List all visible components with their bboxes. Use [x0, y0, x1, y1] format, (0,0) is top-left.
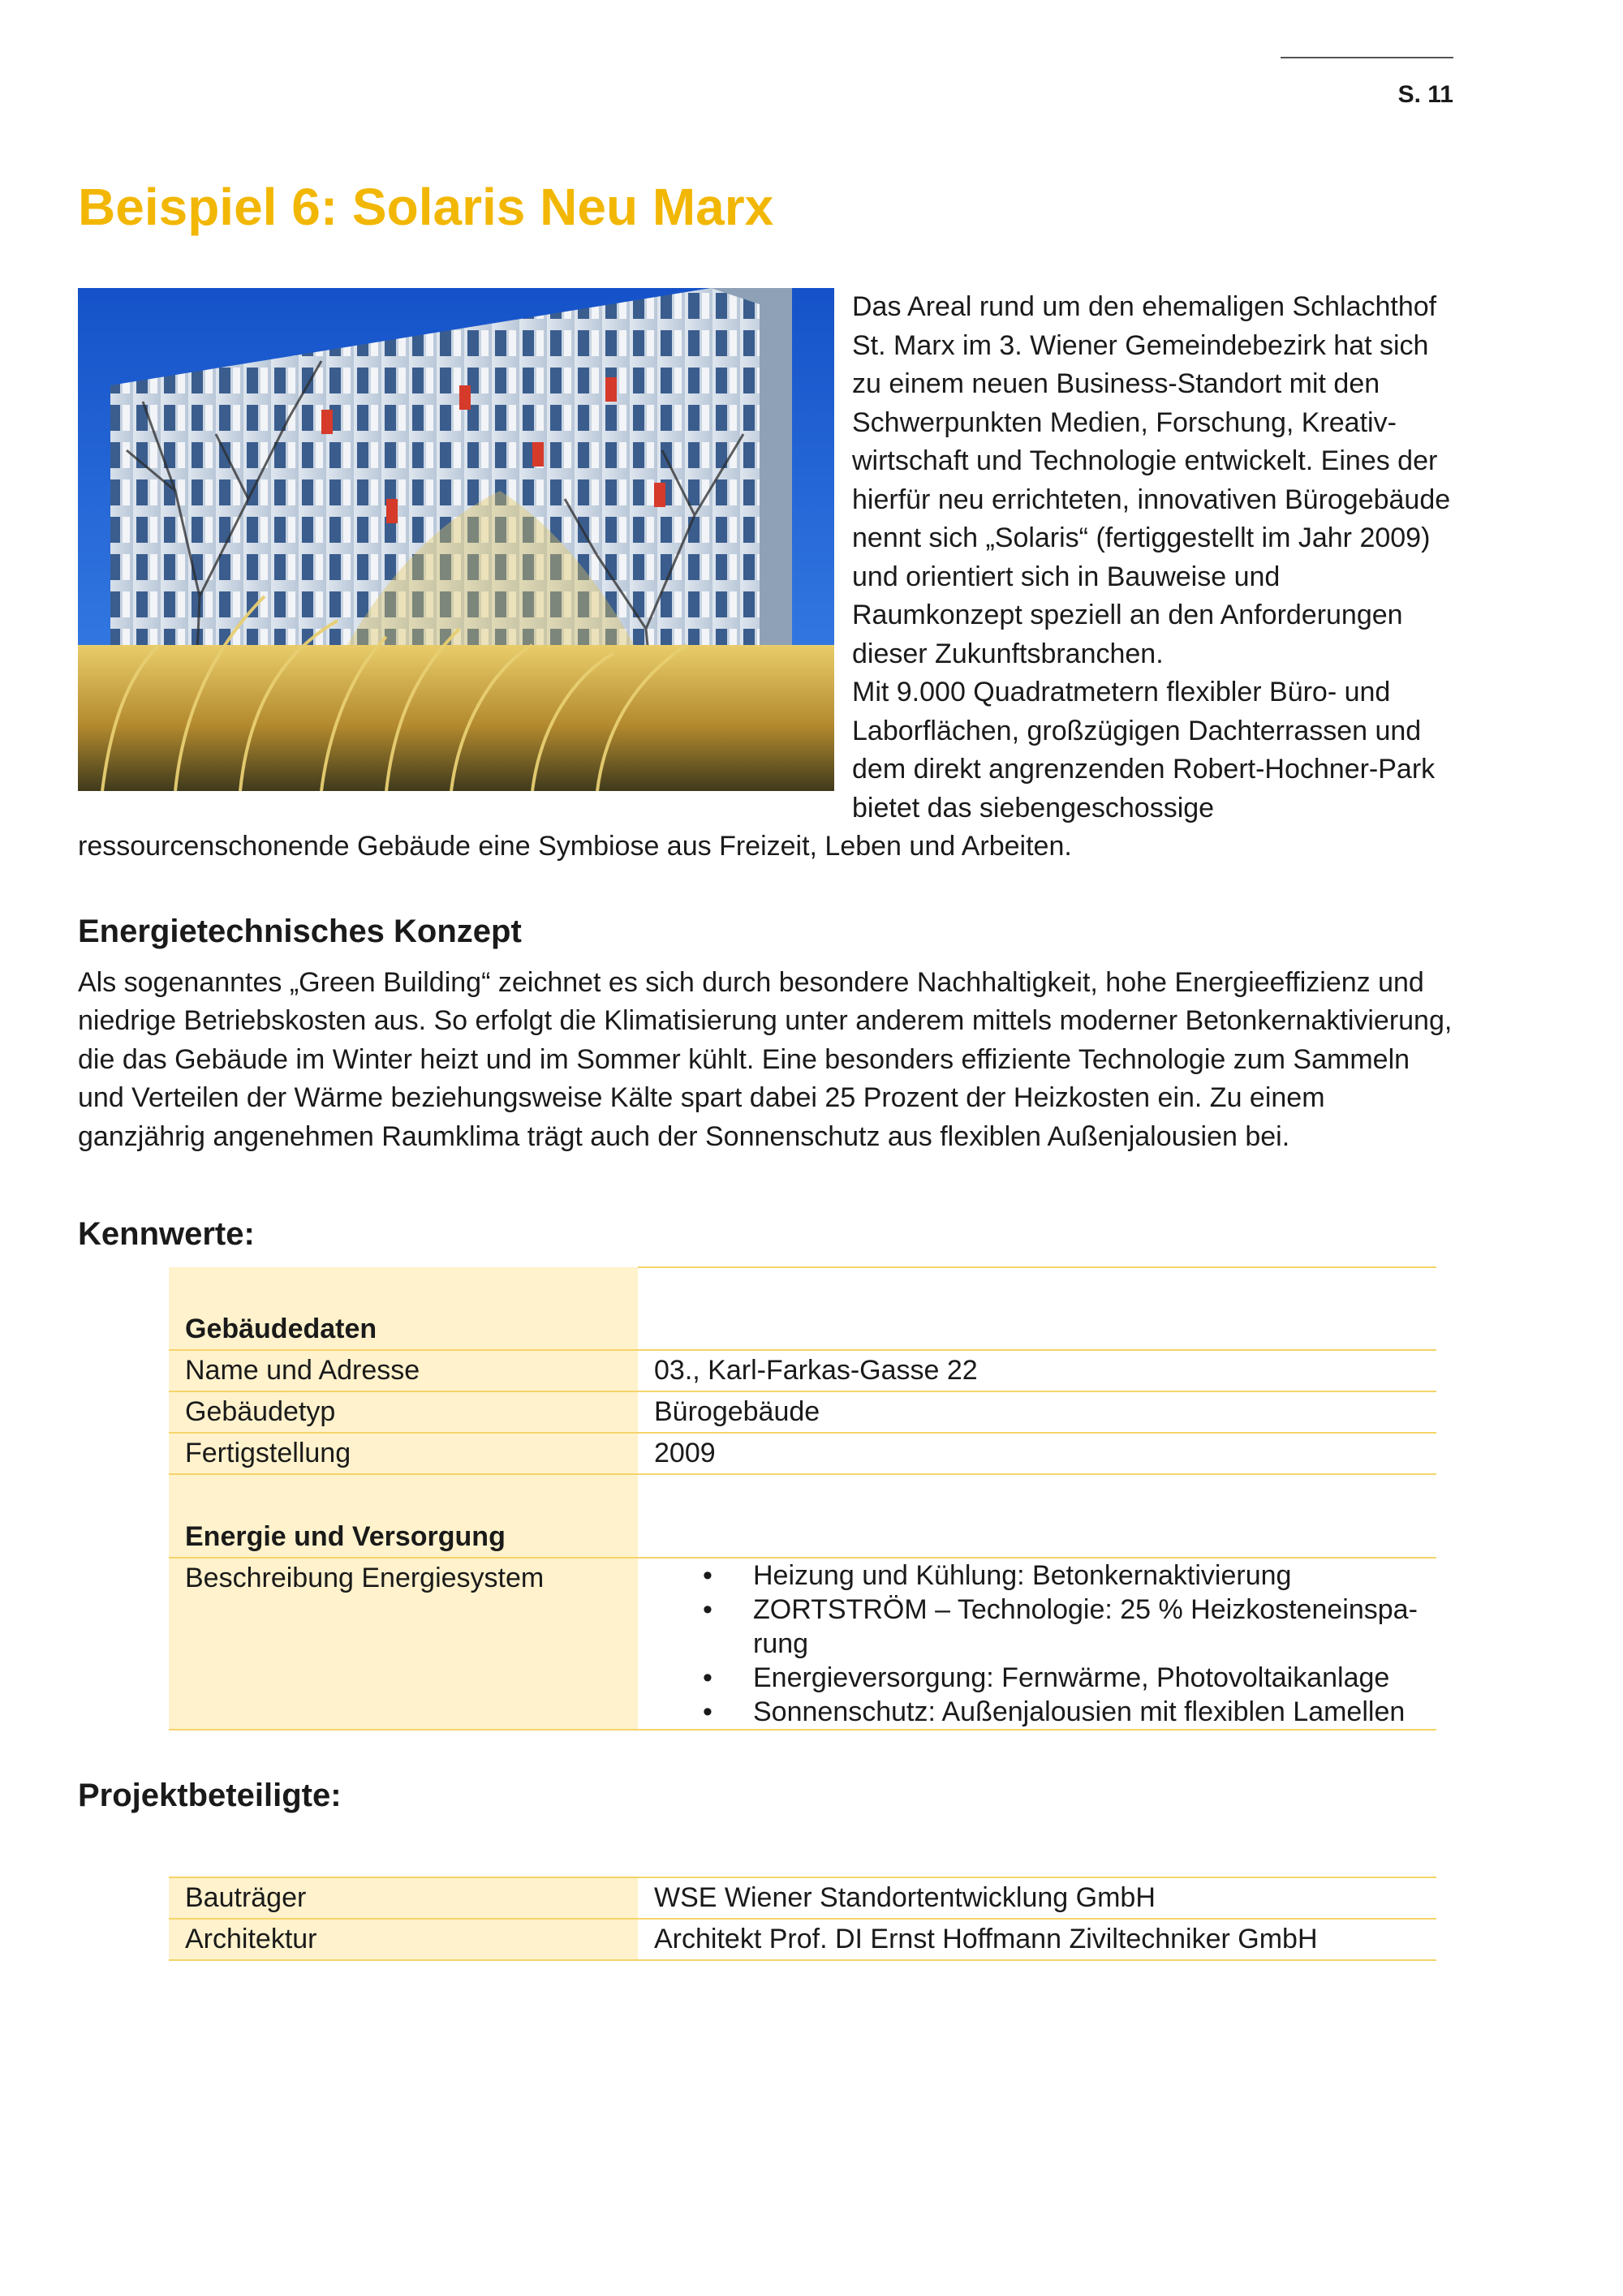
building-photo: [78, 288, 834, 791]
projekt-table: [169, 1877, 1436, 1961]
table-row: [169, 1350, 1436, 1391]
group-value-empty: [638, 1267, 1436, 1350]
header-rule: [1281, 57, 1453, 58]
table-row: [169, 1877, 1436, 1919]
kennwerte-table: [169, 1266, 1436, 1731]
row-value: 2009: [638, 1433, 1436, 1474]
group-value-empty: [638, 1474, 1436, 1558]
row-value: WSE Wiener Standortentwicklung GmbH: [638, 1877, 1436, 1919]
row-label: Beschreibung Energiesystem: [169, 1558, 638, 1730]
list-item: • Heizung und Kühlung: Betonkernaktivierung: [753, 1559, 1420, 1593]
row-label: Gebäudetyp: [169, 1391, 638, 1433]
group-label-energie: Energie und Versorgung: [169, 1474, 638, 1558]
concept-text: Als sogenanntes „Green Building“ zeichnet es sich durch besondere Nachhaltigkeit, hohe Energieeffizienz und niedrige Betriebskosten aus. So erfolgt die Klimatisierung unter anderem mittels moderner Betonkernaktivierung, die das Gebäude im Winter heizt und im Sommer kühlt. Eine besonders effiziente Technologie zum Sammeln und Verteilen der Wärme beziehungsweise Kälte spart dabei 25 Prozent der Heizkosten ein. Zu einem ganzjährig angenehmen Raumklima trägt auch der Sonnenschutz aus flexiblen Außenjalousien bei.: [78, 966, 1453, 1152]
list-item: • Sonnenschutz: Außenjalousien mit flexiblen Lamellen: [753, 1695, 1420, 1729]
group-label-gebaeudedaten: Gebäudedaten: [169, 1267, 638, 1350]
table-row: [169, 1391, 1436, 1433]
table-group-row: [169, 1267, 1436, 1350]
list-item: • ZORTSTRÖM – Technologie: 25 % Heizkosteneinsparung: [753, 1593, 1420, 1661]
intro-paragraph-1: Das Areal rund um den ehemaligen Schlachthof St. Marx im 3. Wiener Gemeindebezirk hat sich zu einem neuen Business-Standort mit den Schwerpunkten Medien, Forschung, Kreativwirtschaft und Technologie entwickelt. Eines der hierfür neu errichteten, innovativen Bürogebäude nennt sich „Solaris“ (fertiggestellt im Jahr 2009) und orientiert sich in Bauweise und Raumkonzept speziell an den Anforderungen dieser Zukunftsbranchen.: [852, 291, 1451, 669]
page-title: Beispiel 6: Solaris Neu Marx: [78, 178, 774, 236]
list-item: • Energieversorgung: Fernwärme, Photovoltaikanlage: [753, 1661, 1420, 1695]
row-value: 03., Karl-Farkas-Gasse 22: [638, 1350, 1436, 1391]
row-value: Bürogebäude: [638, 1391, 1436, 1433]
page-number: S. 11: [1397, 81, 1453, 108]
row-label: Bauträger: [169, 1877, 638, 1919]
row-label: Architektur: [169, 1919, 638, 1960]
row-label: Name und Adresse: [169, 1350, 638, 1391]
table-group-row: [169, 1474, 1436, 1558]
kennwerte-heading: Kennwerte:: [78, 1216, 255, 1252]
row-value: Architekt Prof. DI Ernst Hoffmann Ziviltechniker GmbH: [638, 1919, 1436, 1960]
concept-heading: Energietechnisches Konzept: [78, 913, 522, 949]
intro-paragraph-2: Mit 9.000 Quadratmetern flexibler Büro- und Laborflächen, großzügigen Dachterrassen und dem direkt angrenzenden Robert-Hochner-Park bietet das siebengeschossige ressourcenschonende Gebäude eine Symbiose aus Freizeit, Leben und Arbeiten.: [78, 677, 1436, 862]
table-row: [169, 1919, 1436, 1960]
table-row: [169, 1558, 1436, 1730]
table-row: [169, 1433, 1436, 1474]
energy-list: [654, 1559, 1420, 1729]
projekt-heading: Projektbeteiligte:: [78, 1778, 342, 1813]
row-label: Fertigstellung: [169, 1433, 638, 1474]
energy-list-cell: [638, 1558, 1436, 1730]
main-content: [78, 288, 1457, 1961]
